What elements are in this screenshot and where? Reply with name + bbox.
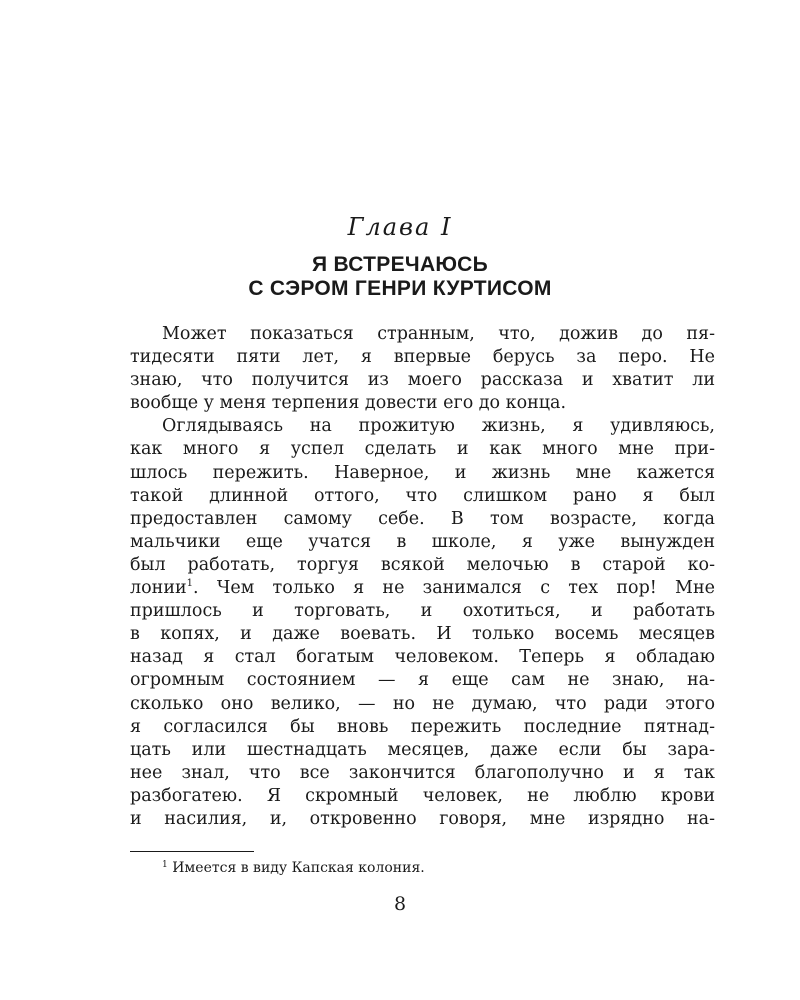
text-line: тидесяти пяти лет, я впервые берусь за перо. Не	[130, 347, 715, 368]
body-text	[130, 323, 715, 831]
footnote-text: Имеется в виду Капская колония.	[172, 860, 425, 876]
text-line: и насилия, и, откровенно говоря, мне изрядно на-	[130, 808, 715, 829]
text-line: такой длинной оттого, что слишком рано я был	[130, 485, 715, 506]
text-line: огромным состоянием — я еще сам не знаю, на-	[130, 670, 715, 691]
text-line: шлось пережить. Наверное, и жизнь мне кажется	[130, 462, 715, 483]
text-line: мальчики еще учатся в школе, я уже вынужден	[130, 531, 715, 552]
text-line: был работать, торгуя всякой мелочью в старой ко-	[130, 554, 715, 575]
chapter-title-line-2: С СЭРОМ ГЕНРИ КУРТИСОМ	[248, 277, 552, 300]
text-line: я согласился бы вновь пережить последние пятнад-	[130, 716, 715, 737]
text-line: Может показаться странным, что, дожив до пя-	[162, 324, 715, 344]
text-line: разбогатею. Я скромный человек, не люблю крови	[130, 785, 715, 806]
text-fragment: . Чем только я не занимался с тех пор! Мне	[193, 578, 715, 599]
text-line: сколько оно велико, — но не думаю, что ради этого	[130, 693, 715, 714]
text-line: нее знал, что все закончится благополучно и я так	[130, 762, 715, 783]
text-line: назад я стал богатым человеком. Теперь я обладаю	[130, 647, 715, 668]
text-line: Оглядываясь на прожитую жизнь, я удивляюсь,	[162, 416, 715, 437]
text-line: пришлось и торговать, и охотиться, и работать	[130, 601, 715, 622]
text-line: цать или шестнадцать месяцев, даже если бы зара-	[130, 739, 715, 760]
text-fragment: лонии	[130, 578, 187, 599]
chapter-label: Глава I	[347, 213, 453, 241]
text-line: знаю, что получится из моего рассказа и хватит ли	[130, 370, 715, 391]
page-number: 8	[393, 893, 407, 915]
footnote-divider	[130, 851, 254, 852]
text-line-with-footnote	[130, 577, 715, 600]
footnote-marker: 1	[162, 860, 168, 870]
text-line: вообще у меня терпения довести его до конца.	[130, 393, 567, 414]
chapter-title-line-1: Я ВСТРЕЧАЮСЬ	[312, 253, 488, 276]
footnote-reference: 1	[186, 578, 194, 590]
footnote	[162, 858, 425, 878]
text-line: предоставлен самому себе. В том возрасте, когда	[130, 508, 715, 529]
text-line: в копях, и даже воевать. И только восемь месяцев	[130, 624, 715, 645]
text-line: как много я успел сделать и как много мне при-	[130, 439, 715, 460]
